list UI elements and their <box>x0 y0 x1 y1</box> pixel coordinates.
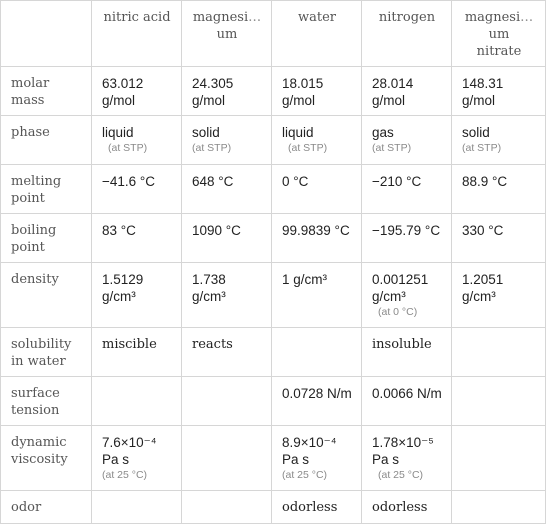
table-row <box>1 491 546 524</box>
solubility-nitric-acid: miscible <box>92 328 182 377</box>
boiling-point-water: 99.9839 °C <box>272 214 362 263</box>
phase-value: liquid <box>282 125 314 140</box>
table-row <box>1 165 546 214</box>
density-value: 0.001251 g/cm³ <box>372 272 429 304</box>
melting-point-water: 0 °C <box>272 165 362 214</box>
solubility-nitrogen: insoluble <box>362 328 452 377</box>
boiling-point-nitric-acid: 83 °C <box>92 214 182 263</box>
phase-magnesium-nitrate <box>452 116 546 165</box>
molar-mass-nitrogen: 28.014 g/mol <box>362 67 452 116</box>
header-row <box>1 1 546 67</box>
table-row <box>1 377 546 426</box>
odor-water: odorless <box>272 491 362 524</box>
viscosity-nitrogen <box>362 426 452 491</box>
row-label-dynamic-viscosity: dynamic viscosity <box>1 426 92 491</box>
density-magnesium-nitrate: 1.2051 g/cm³ <box>452 263 546 328</box>
viscosity-nitric-acid <box>92 426 182 491</box>
phase-nitrogen <box>362 116 452 165</box>
table-row <box>1 67 546 116</box>
solubility-water <box>272 328 362 377</box>
phase-note: (at STP) <box>288 142 328 154</box>
viscosity-magnesium-nitrate <box>452 426 546 491</box>
phase-nitric-acid <box>92 116 182 165</box>
phase-value: liquid <box>102 125 134 140</box>
viscosity-magnesium <box>182 426 272 491</box>
table-row <box>1 426 546 491</box>
melting-point-nitric-acid: −41.6 °C <box>92 165 182 214</box>
phase-note: (at STP) <box>372 142 412 154</box>
density-note: (at 0 °C) <box>378 306 418 318</box>
density-nitric-acid: 1.5129 g/cm³ <box>92 263 182 328</box>
column-header-nitric-acid: nitric acid <box>92 1 182 67</box>
phase-magnesium <box>182 116 272 165</box>
viscosity-value: 7.6×10⁻⁴ Pa s <box>102 435 157 467</box>
solubility-magnesium-nitrate <box>452 328 546 377</box>
column-header-magnesium-nitrate-line2: um <box>488 27 510 42</box>
phase-value: solid <box>462 125 490 140</box>
boiling-point-magnesium-nitrate: 330 °C <box>452 214 546 263</box>
phase-note: (at STP) <box>108 142 148 154</box>
row-label-boiling-point: boiling point <box>1 214 92 263</box>
row-label-phase: phase <box>1 116 92 165</box>
density-water: 1 g/cm³ <box>272 263 362 328</box>
table-row <box>1 263 546 328</box>
row-label-melting-point: melting point <box>1 165 92 214</box>
column-header-magnesium <box>182 1 272 67</box>
table-row <box>1 328 546 377</box>
viscosity-note: (at 25 °C) <box>378 469 424 481</box>
melting-point-nitrogen: −210 °C <box>362 165 452 214</box>
molar-mass-magnesium: 24.305 g/mol <box>182 67 272 116</box>
column-header-magnesium-line2: um <box>216 27 238 42</box>
column-header-water: water <box>272 1 362 67</box>
odor-magnesium <box>182 491 272 524</box>
phase-note: (at STP) <box>192 142 232 154</box>
phase-note: (at STP) <box>462 142 502 154</box>
molar-mass-magnesium-nitrate: 148.31 g/mol <box>452 67 546 116</box>
viscosity-value: 8.9×10⁻⁴ Pa s <box>282 435 337 467</box>
phase-value: gas <box>372 125 394 140</box>
table-row <box>1 214 546 263</box>
table-row <box>1 116 546 165</box>
viscosity-value: 1.78×10⁻⁵ Pa s <box>372 435 434 467</box>
viscosity-note: (at 25 °C) <box>102 469 148 481</box>
molar-mass-water: 18.015 g/mol <box>272 67 362 116</box>
row-label-odor: odor <box>1 491 92 524</box>
corner-cell <box>1 1 92 67</box>
melting-point-magnesium: 648 °C <box>182 165 272 214</box>
odor-nitric-acid <box>92 491 182 524</box>
viscosity-note: (at 25 °C) <box>282 469 328 481</box>
column-header-nitrogen: nitrogen <box>362 1 452 67</box>
column-header-magnesium-nitrate-line1: magnesi… <box>464 10 534 25</box>
phase-water <box>272 116 362 165</box>
surface-tension-magnesium <box>182 377 272 426</box>
surface-tension-water: 0.0728 N/m <box>272 377 362 426</box>
density-nitrogen <box>362 263 452 328</box>
surface-tension-nitric-acid <box>92 377 182 426</box>
viscosity-water <box>272 426 362 491</box>
surface-tension-nitrogen: 0.0066 N/m <box>362 377 452 426</box>
boiling-point-nitrogen: −195.79 °C <box>362 214 452 263</box>
row-label-solubility: solubility in water <box>1 328 92 377</box>
row-label-density: density <box>1 263 92 328</box>
surface-tension-magnesium-nitrate <box>452 377 546 426</box>
boiling-point-magnesium: 1090 °C <box>182 214 272 263</box>
column-header-magnesium-line1: magnesi… <box>192 10 262 25</box>
odor-nitrogen: odorless <box>362 491 452 524</box>
phase-value: solid <box>192 125 220 140</box>
row-label-molar-mass: molar mass <box>1 67 92 116</box>
row-label-surface-tension: surface tension <box>1 377 92 426</box>
column-header-magnesium-nitrate-line3: nitrate <box>476 44 522 59</box>
column-header-magnesium-nitrate <box>452 1 546 67</box>
density-magnesium: 1.738 g/cm³ <box>182 263 272 328</box>
melting-point-magnesium-nitrate: 88.9 °C <box>452 165 546 214</box>
odor-magnesium-nitrate <box>452 491 546 524</box>
solubility-magnesium: reacts <box>182 328 272 377</box>
molar-mass-nitric-acid: 63.012 g/mol <box>92 67 182 116</box>
